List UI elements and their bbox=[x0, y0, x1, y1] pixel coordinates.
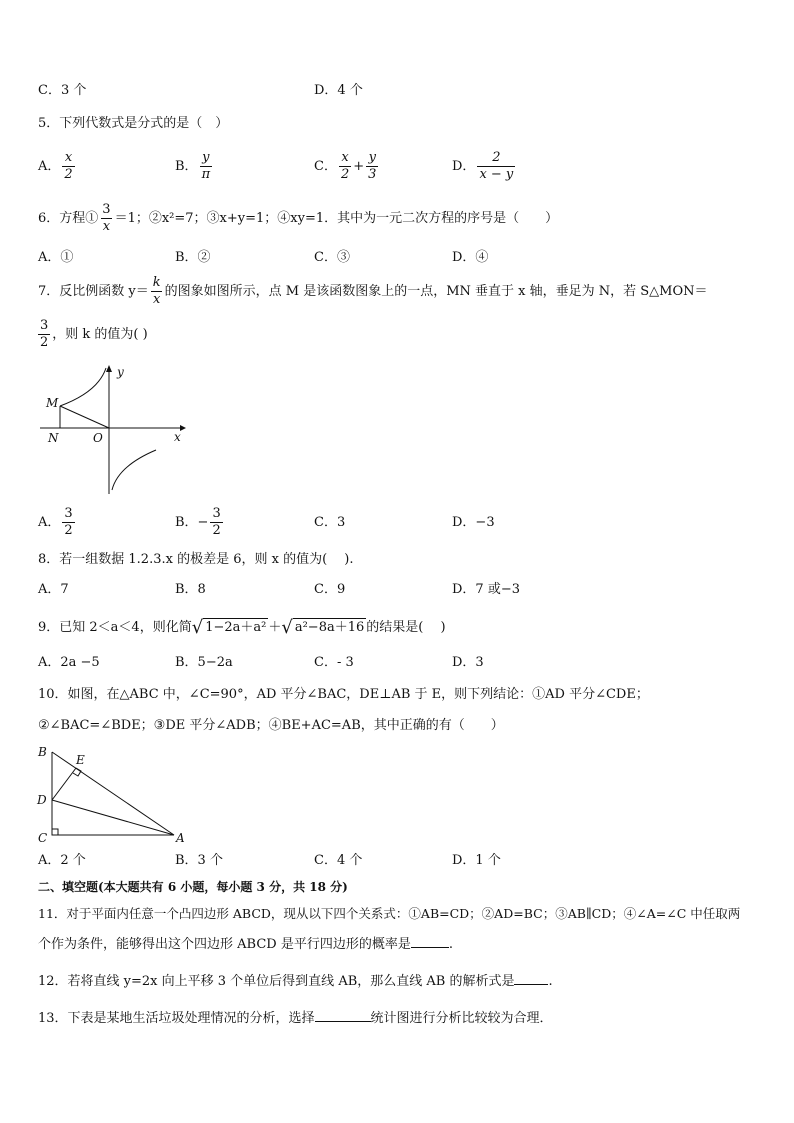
q7-option-a: A． $\frac{3}{2}$ bbox=[38, 506, 73, 538]
section-heading: 二、填空题(本大题共有 6 小题，每小题 3 分，共 18 分) bbox=[38, 880, 348, 894]
q5-option-d: D． $\frac{2}{x - y}$ bbox=[452, 150, 514, 182]
hyperbola-figure bbox=[40, 362, 190, 497]
label-d: D bbox=[37, 793, 47, 807]
q6-option-c: C．③ bbox=[314, 250, 350, 265]
q5-option-c: C． $\frac{x}{2}$ + $\frac{y}{3}$ bbox=[314, 150, 377, 182]
question-6-stem: 6．方程① $\frac{3}{x}$ ＝1；②x²=7；③x+y=1；④xy=1．其中为一元二次方程的序号是（ ） bbox=[38, 202, 559, 234]
curve-branch-left bbox=[60, 368, 106, 406]
q9-option-b: B．5−2a bbox=[175, 655, 233, 670]
label-o: O bbox=[93, 431, 103, 445]
option-c: C．3 个 bbox=[38, 83, 87, 98]
q10-option-a: A．2 个 bbox=[38, 853, 86, 868]
radicand: a²−8a＋16 bbox=[294, 620, 365, 635]
fraction: $\frac{x}{2}$ bbox=[64, 150, 73, 182]
q10-option-d: D．1 个 bbox=[452, 853, 501, 868]
q7-option-c: C．3 bbox=[314, 515, 346, 530]
radical-sign: √ bbox=[191, 617, 204, 638]
label-b: B bbox=[38, 745, 47, 759]
fraction: $\frac{3}{2}$ bbox=[40, 318, 49, 350]
radical-sign: √ bbox=[281, 617, 293, 638]
q7-option-b: B．− $\frac{3}{2}$ bbox=[175, 506, 221, 538]
right-angle-c bbox=[52, 829, 58, 835]
q9-option-d: D．3 bbox=[452, 655, 484, 670]
q10-option-c: C．4 个 bbox=[314, 853, 363, 868]
question-7-line2: $\frac{3}{2}$ ，则 k 的值为( ) bbox=[40, 318, 148, 350]
answer-blank bbox=[514, 984, 548, 985]
fraction: $\frac{k}{x}$ bbox=[152, 275, 161, 307]
segment-de bbox=[52, 768, 76, 800]
label-n: N bbox=[48, 431, 59, 445]
question-11-line2: 个作为条件，能够得出这个四边形 ABCD 是平行四边形的概率是 . bbox=[38, 937, 453, 952]
question-10-line2: ②∠BAC=∠BDE；③DE 平分∠ADB；④BE+AC=AB，其中正确的有（ ） bbox=[38, 718, 504, 733]
q7-option-d: D．−3 bbox=[452, 515, 495, 530]
option-d: D．4 个 bbox=[314, 83, 363, 98]
y-axis-arrow bbox=[106, 365, 112, 372]
fraction: $\frac{3}{2}$ bbox=[64, 506, 73, 538]
q8-option-a: A．7 bbox=[38, 582, 69, 597]
q6-option-d: D．④ bbox=[452, 250, 489, 265]
answer-blank bbox=[315, 1021, 371, 1022]
question-13: 13．下表是某地生活垃圾处理情况的分析，选择 统计图进行分析比较较为合理． bbox=[38, 1011, 553, 1026]
q9-option-c: C．- 3 bbox=[314, 655, 354, 670]
fraction: $\frac{x}{2}$ bbox=[340, 150, 350, 182]
answer-blank bbox=[411, 947, 449, 948]
label-x: x bbox=[174, 430, 181, 444]
q6-option-a: A．① bbox=[38, 250, 74, 265]
question-8-stem: 8．若一组数据 1.2.3.x 的极差是 6，则 x 的值为( ). bbox=[38, 552, 354, 567]
radicand: 1−2a＋a² bbox=[205, 620, 267, 635]
label-a: A bbox=[176, 831, 185, 845]
fraction: $\frac{3}{2}$ bbox=[212, 506, 221, 538]
fraction: $\frac{y}{3}$ bbox=[368, 150, 377, 182]
curve-branch-right bbox=[112, 450, 156, 490]
segment-ad bbox=[52, 800, 174, 835]
q8-option-c: C．9 bbox=[314, 582, 346, 597]
fraction: $\frac{3}{x}$ bbox=[102, 202, 111, 234]
q8-option-d: D．7 或−3 bbox=[452, 582, 520, 597]
q10-option-b: B．3 个 bbox=[175, 853, 223, 868]
fraction: $\frac{y}{\pi}$ bbox=[201, 150, 211, 182]
question-5-stem: 5．下列代数式是分式的是（ ） bbox=[38, 116, 229, 131]
q9-option-a: A．2a −5 bbox=[38, 655, 100, 670]
fraction: $\frac{2}{x - y}$ bbox=[479, 150, 514, 182]
question-7-stem: 7．反比例函数 y＝ $\frac{k}{x}$ 的图象如图所示，点 M 是该函数图象上的一点，MN 垂直于 x 轴，垂足为 N，若 S△MON＝ bbox=[38, 275, 708, 307]
question-11-line1: 11．对于平面内任意一个凸四边形 ABCD，现从以下四个关系式：①AB=CD；②AD=BC；③AB∥CD；④∠A=∠C 中任取两 bbox=[38, 906, 741, 921]
label-c: C bbox=[38, 831, 48, 845]
q5-option-b: B． $\frac{y}{\pi}$ bbox=[175, 150, 211, 182]
q6-option-b: B．② bbox=[175, 250, 211, 265]
label-m: M bbox=[46, 396, 59, 410]
x-axis-arrow bbox=[180, 425, 186, 431]
question-9-stem: 9．已知 2＜a＜4，则化简√ 1−2a＋a² ＋√ a²−8a＋16 的结果是( ) bbox=[38, 617, 446, 638]
q5-option-a: A． $\frac{x}{2}$ bbox=[38, 150, 73, 182]
label-y: y bbox=[117, 365, 124, 379]
question-12: 12．若将直线 y=2x 向上平移 3 个单位后得到直线 AB，那么直线 AB 的解析式是 . bbox=[38, 974, 553, 989]
segment-mo bbox=[60, 406, 109, 428]
q8-option-b: B．8 bbox=[175, 582, 206, 597]
label-e: E bbox=[76, 753, 85, 767]
question-10-line1: 10．如图，在△ABC 中，∠C=90°，AD 平分∠BAC，DE⊥AB 于 E，则下列结论：①AD 平分∠CDE； bbox=[38, 687, 649, 702]
triangle-figure bbox=[32, 742, 192, 847]
side-ab bbox=[52, 752, 174, 835]
